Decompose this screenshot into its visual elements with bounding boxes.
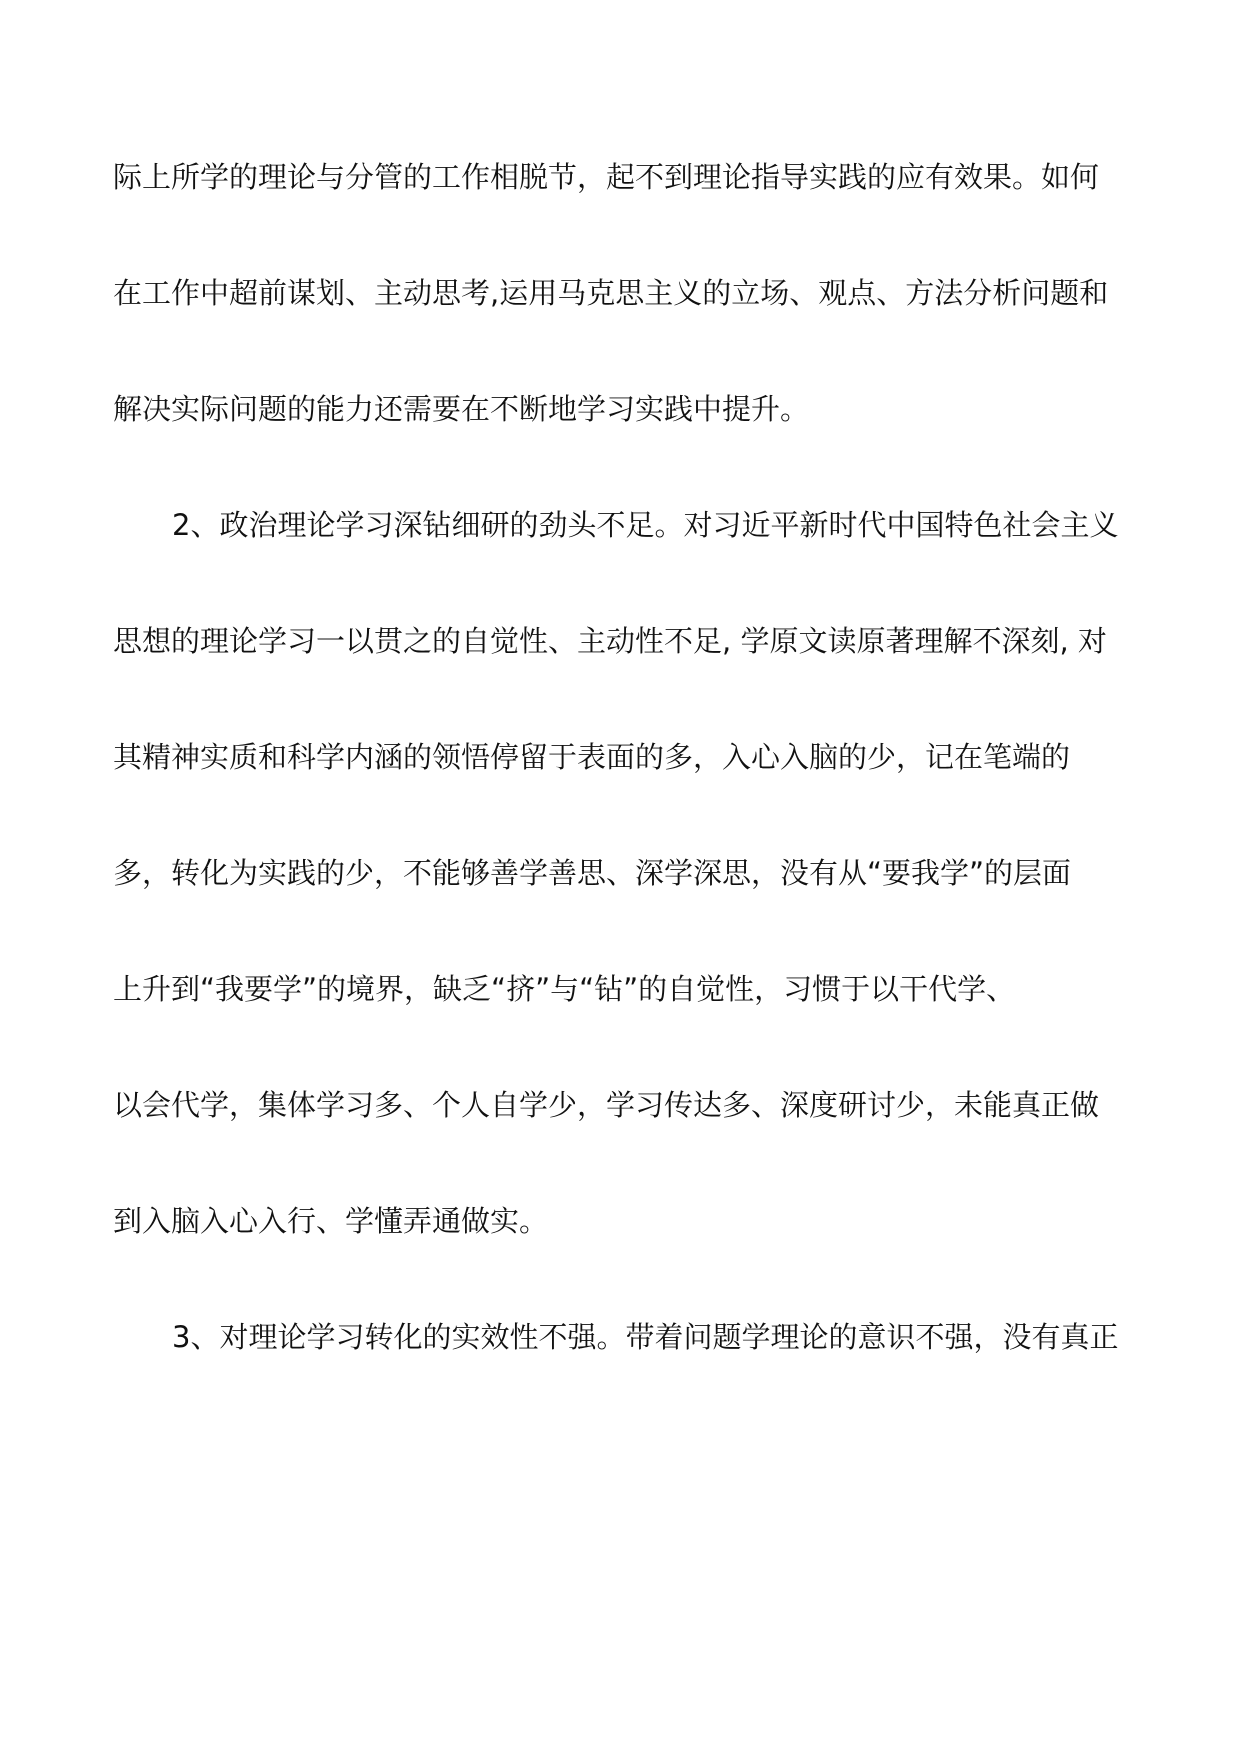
text-line-9: 以会代学，集体学习多、个人自学少，学习传达多、深度研讨少，未能真正做 [113, 1088, 1100, 1122]
text-line-1: 际上所学的理论与分管的工作相脱节，起不到理论指导实践的应有效果。如何 [113, 160, 1100, 194]
text-line-6: 其精神实质和科学内涵的领悟停留于表面的多，入心入脑的少，记在笔端的 [113, 740, 1071, 774]
text-line-10: 到入脑入心入行、学懂弄通做实。 [113, 1204, 549, 1238]
text-line-5: 思想的理论学习一以贯之的自觉性、主动性不足, 学原文读原著理解不深刻, 对 [113, 624, 1107, 658]
text-line-4: 2、政治理论学习深钻细研的劲头不足。对习近平新时代中国特色社会主义 [172, 508, 1119, 542]
text-line-2: 在工作中超前谋划、主动思考,运用马克思主义的立场、观点、方法分析问题和 [113, 276, 1109, 310]
text-line-8: 上升到“我要学”的境界，缺乏“挤”与“钻”的自觉性，习惯于以干代学、 [113, 972, 1016, 1006]
text-line-11: 3、对理论学习转化的实效性不强。带着问题学理论的意识不强，没有真正 [172, 1320, 1119, 1354]
text-line-3: 解决实际问题的能力还需要在不断地学习实践中提升。 [113, 392, 810, 426]
text-line-7: 多，转化为实践的少，不能够善学善思、深学深思，没有从“要我学”的层面 [113, 856, 1072, 890]
